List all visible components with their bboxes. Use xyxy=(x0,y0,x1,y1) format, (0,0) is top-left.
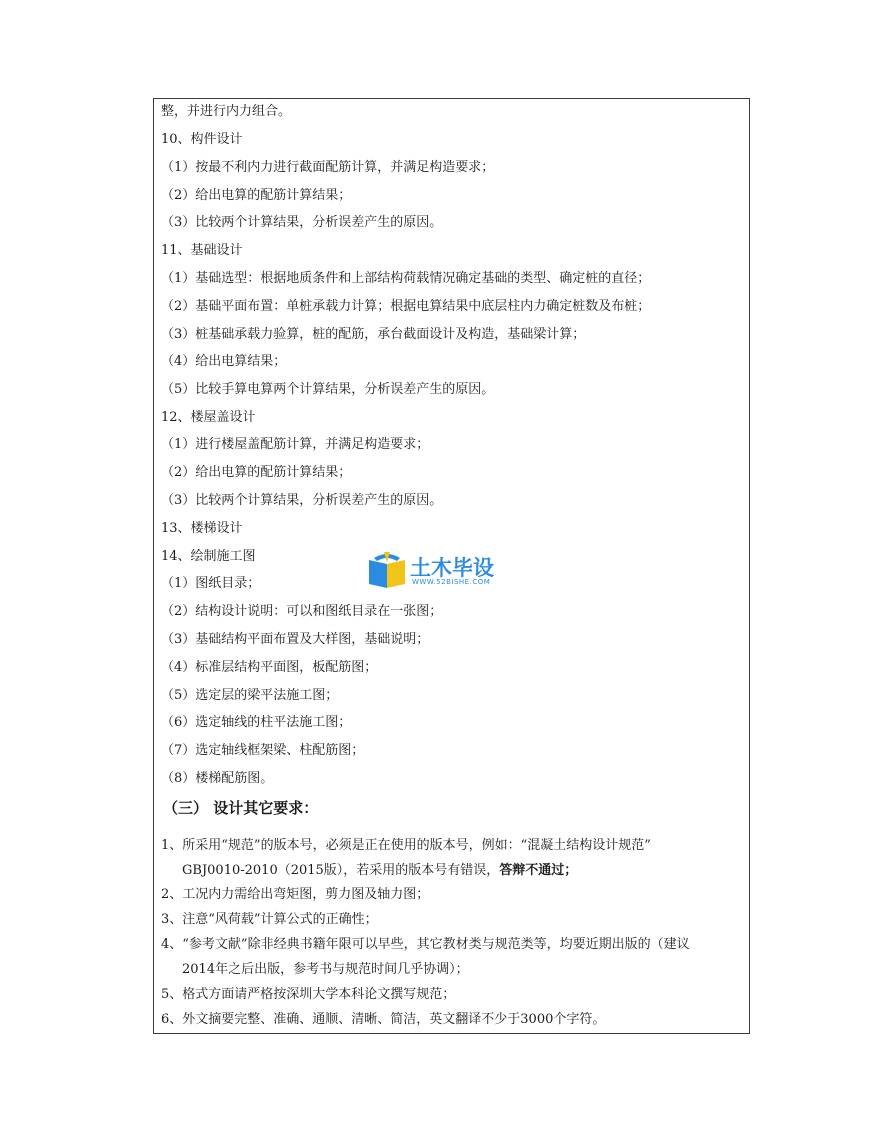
text-line-3: （1）按最不利内力进行截面配筋计算，并满足构造要求； xyxy=(161,160,495,175)
requirement-4-line-2: 2014年之后出版，参考书与规范时间几乎协调）； xyxy=(182,962,469,977)
text-line-5: （3）比较两个计算结果，分析误差产生的原因。 xyxy=(161,215,443,230)
watermark-logo xyxy=(366,548,526,594)
section-heading-other-requirements: （三） 设计其它要求： xyxy=(163,799,319,817)
requirement-3: 3、注意“风荷载”计算公式的正确性； xyxy=(161,912,378,927)
text-line-7: （1）基础选型：根据地质条件和上部结构荷载情况确定基础的类型、确定桩的直径； xyxy=(161,271,651,286)
requirement-1-line-2 xyxy=(182,863,577,879)
text-line-1: 整，并进行内力组合。 xyxy=(161,104,292,119)
text-line-13: （1）进行楼屋盖配筋计算，并满足构造要求； xyxy=(161,437,430,452)
text-line-19: （2）结构设计说明：可以和图纸目录在一张图； xyxy=(161,604,443,619)
requirement-4-line-1: 4、“参考文献”除非经典书籍年限可以早些，其它教材类与规范类等，均要近期出版的（建议 xyxy=(161,937,690,952)
heading-foundation-design: 11、基础设计 xyxy=(161,243,243,258)
requirement-1-warning: 答辩不通过； xyxy=(499,863,578,878)
text-line-25: （8）楼梯配筋图。 xyxy=(161,771,274,786)
text-line-18: （1）图纸目录； xyxy=(161,576,261,591)
requirement-1-line-1: 1、所采用“规范”的版本号，必须是正在使用的版本号，例如：“混凝土结构设计规范” xyxy=(161,838,651,853)
text-line-23: （6）选定轴线的柱平法施工图； xyxy=(161,715,352,730)
requirement-1-text: GBJ0010-2010（2015版），若采用的版本号有错误， xyxy=(182,863,500,878)
watermark-title: 土木毕设 xyxy=(410,556,494,580)
heading-component-design: 10、构件设计 xyxy=(161,132,243,147)
requirement-2: 2、工况内力需给出弯矩图，剪力图及轴力图； xyxy=(161,887,430,902)
text-line-4: （2）给出电算的配筋计算结果； xyxy=(161,188,352,203)
text-line-8: （2）基础平面布置：单桩承载力计算；根据电算结果中底层柱内力确定桩数及布桩； xyxy=(161,299,651,314)
requirement-6: 6、外文摘要完整、准确、通顺、清晰、简洁，英文翻译不少于3000个字符。 xyxy=(161,1012,606,1027)
text-line-9: （3）桩基础承载力验算，桩的配筋，承台截面设计及构造，基础梁计算； xyxy=(161,327,586,342)
text-line-21: （4）标准层结构平面图，板配筋图； xyxy=(161,660,378,675)
text-line-24: （7）选定轴线框架梁、柱配筋图； xyxy=(161,743,365,758)
heading-floor-roof-design: 12、楼屋盖设计 xyxy=(161,410,256,425)
text-line-10: （4）给出电算结果； xyxy=(161,354,287,369)
book-logo-icon xyxy=(366,548,408,590)
text-line-11: （5）比较手算电算两个计算结果，分析误差产生的原因。 xyxy=(161,382,495,397)
heading-drawings: 14、绘制施工图 xyxy=(161,549,256,564)
heading-stair-design: 13、楼梯设计 xyxy=(161,521,243,536)
text-line-14: （2）给出电算的配筋计算结果； xyxy=(161,465,352,480)
watermark-url: WWW.52BISHE.COM xyxy=(412,578,491,586)
requirement-5: 5、格式方面请严格按深圳大学本科论文撰写规范； xyxy=(161,987,456,1002)
text-line-20: （3）基础结构平面布置及大样图，基础说明； xyxy=(161,632,430,647)
text-line-22: （5）选定层的梁平法施工图； xyxy=(161,688,339,703)
text-line-15: （3）比较两个计算结果，分析误差产生的原因。 xyxy=(161,493,443,508)
